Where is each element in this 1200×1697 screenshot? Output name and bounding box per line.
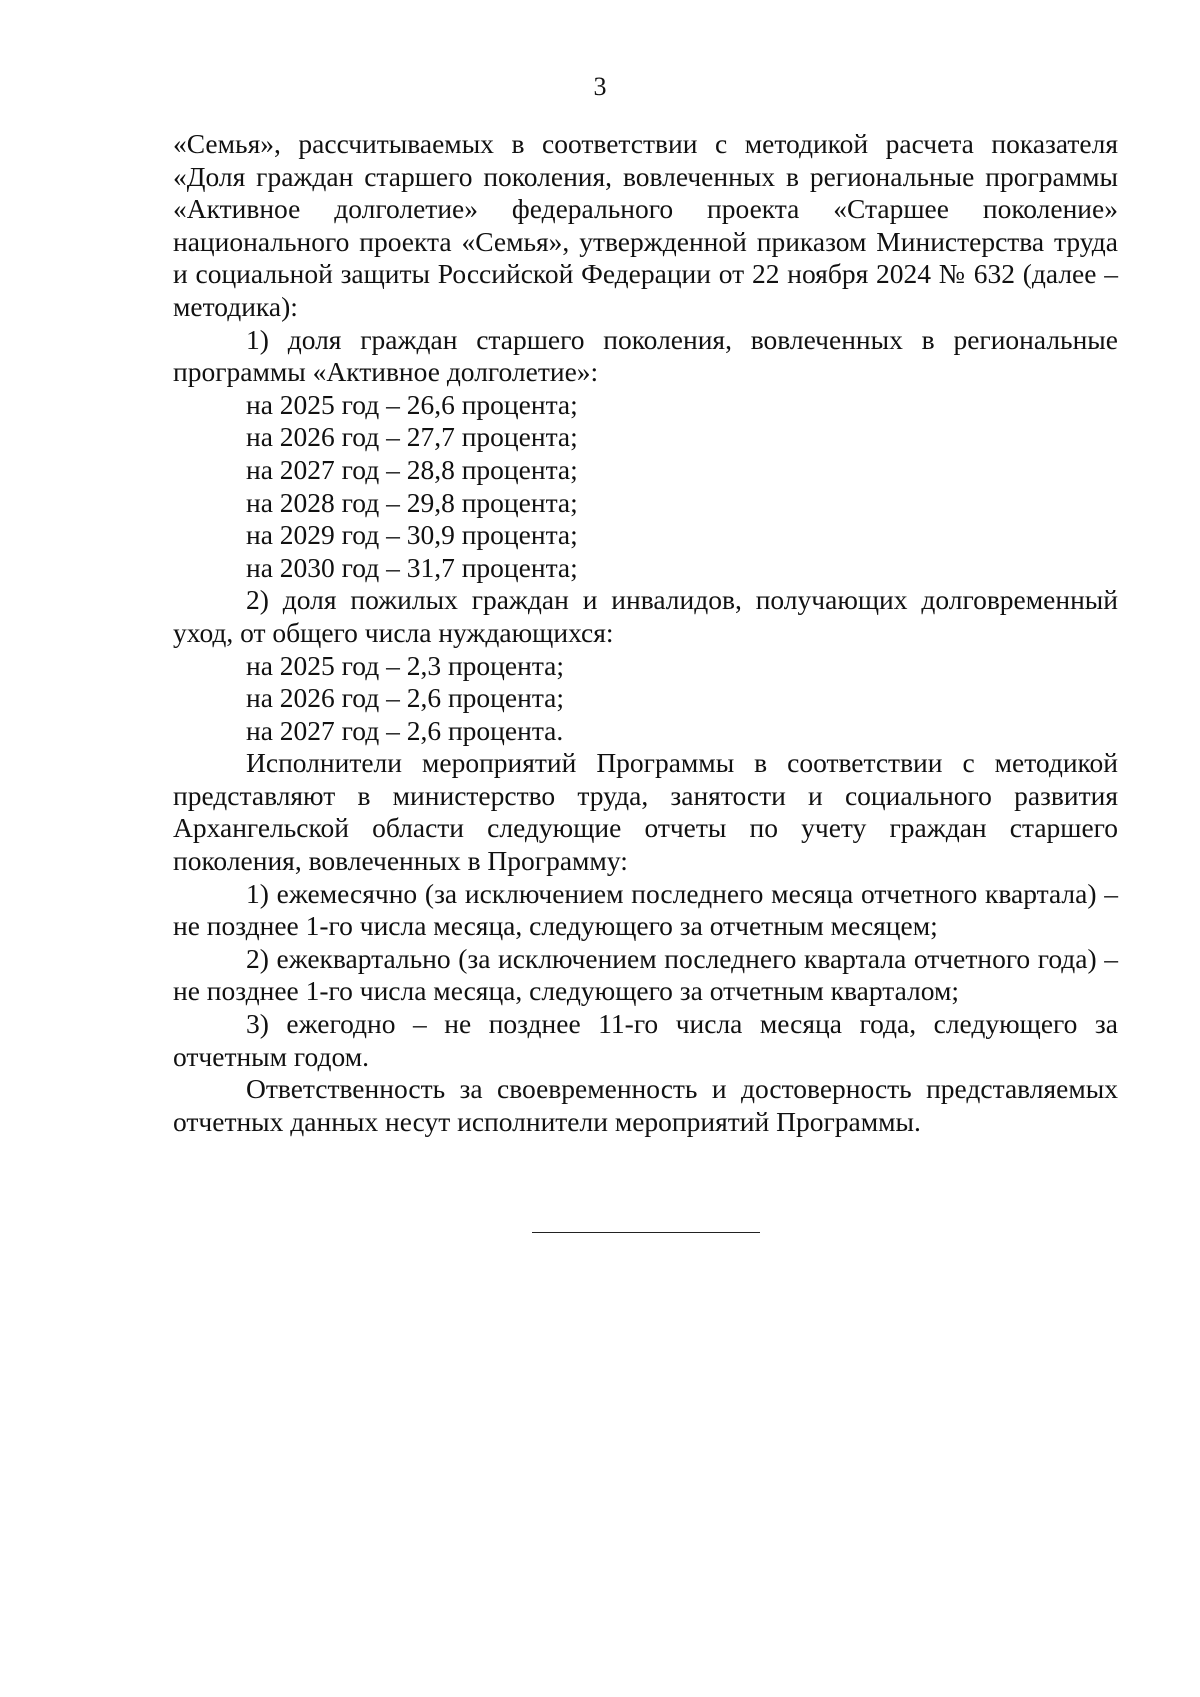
end-separator-line — [532, 1232, 760, 1233]
paragraph-responsibility: Ответственность за своевременность и достоверность представляемых отчетных данных несут исполнители мероприятий Программы. — [173, 1073, 1118, 1137]
page-number: 3 — [593, 72, 607, 101]
paragraph-indicator-1: 1) доля граждан старшего поколения, вовлеченных в региональные программы «Активное долголетие»: — [173, 323, 1118, 388]
list-item: на 2027 год – 2,6 процента. — [246, 714, 564, 746]
list-item: на 2028 год – 29,8 процента; — [246, 486, 578, 518]
list-item: на 2025 год – 2,3 процента; — [246, 649, 565, 681]
paragraph-report-yearly: 3) ежегодно – не позднее 11-го числа месяца года, следующего за отчетным годом. — [173, 1008, 1118, 1072]
list-item: на 2029 год – 30,9 процента; — [246, 519, 578, 551]
paragraph-report-quarterly: 2) ежеквартально (за исключением последнего квартала отчетного года) – не позднее 1-го числа месяца, следующего за отчетным кварталом; — [173, 942, 1118, 1007]
list-item: на 2027 год – 28,8 процента; — [246, 453, 578, 485]
paragraph-indicator-2: 2) доля пожилых граждан и инвалидов, получающих долговременный уход, от общего числа нуждающихся: — [173, 584, 1118, 648]
paragraph-reports-intro: Исполнители мероприятий Программы в соответствии с методикой представляют в министерство труда, занятости и социального развития Архангельской области следующие отчеты по учету граждан старшего поколения, вовлеченных в Программу: — [173, 747, 1118, 877]
paragraph-report-monthly: 1) ежемесячно (за исключением последнего месяца отчетного квартала) – не позднее 1-го числа месяца, следующего за отчетным месяцем; — [173, 877, 1118, 942]
list-item: на 2026 год – 27,7 процента; — [246, 421, 578, 453]
list-item: на 2026 год – 2,6 процента; — [246, 682, 565, 714]
list-item: на 2030 год – 31,7 процента; — [246, 551, 578, 583]
list-item: на 2025 год – 26,6 процента; — [246, 388, 578, 420]
document-body — [173, 128, 1118, 1138]
paragraph-methodology: «Семья», рассчитываемых в соответствии с методикой расчета показателя «Доля граждан старшего поколения, вовлеченных в региональные программы «Активное долголетие» федерального проекта «Старшее поколение» национального проекта «Семья», утвержденной приказом Министерства труда и социальной защиты Российской Федерации от 22 ноября 2024 № 632 (далее – методика): — [173, 128, 1118, 322]
